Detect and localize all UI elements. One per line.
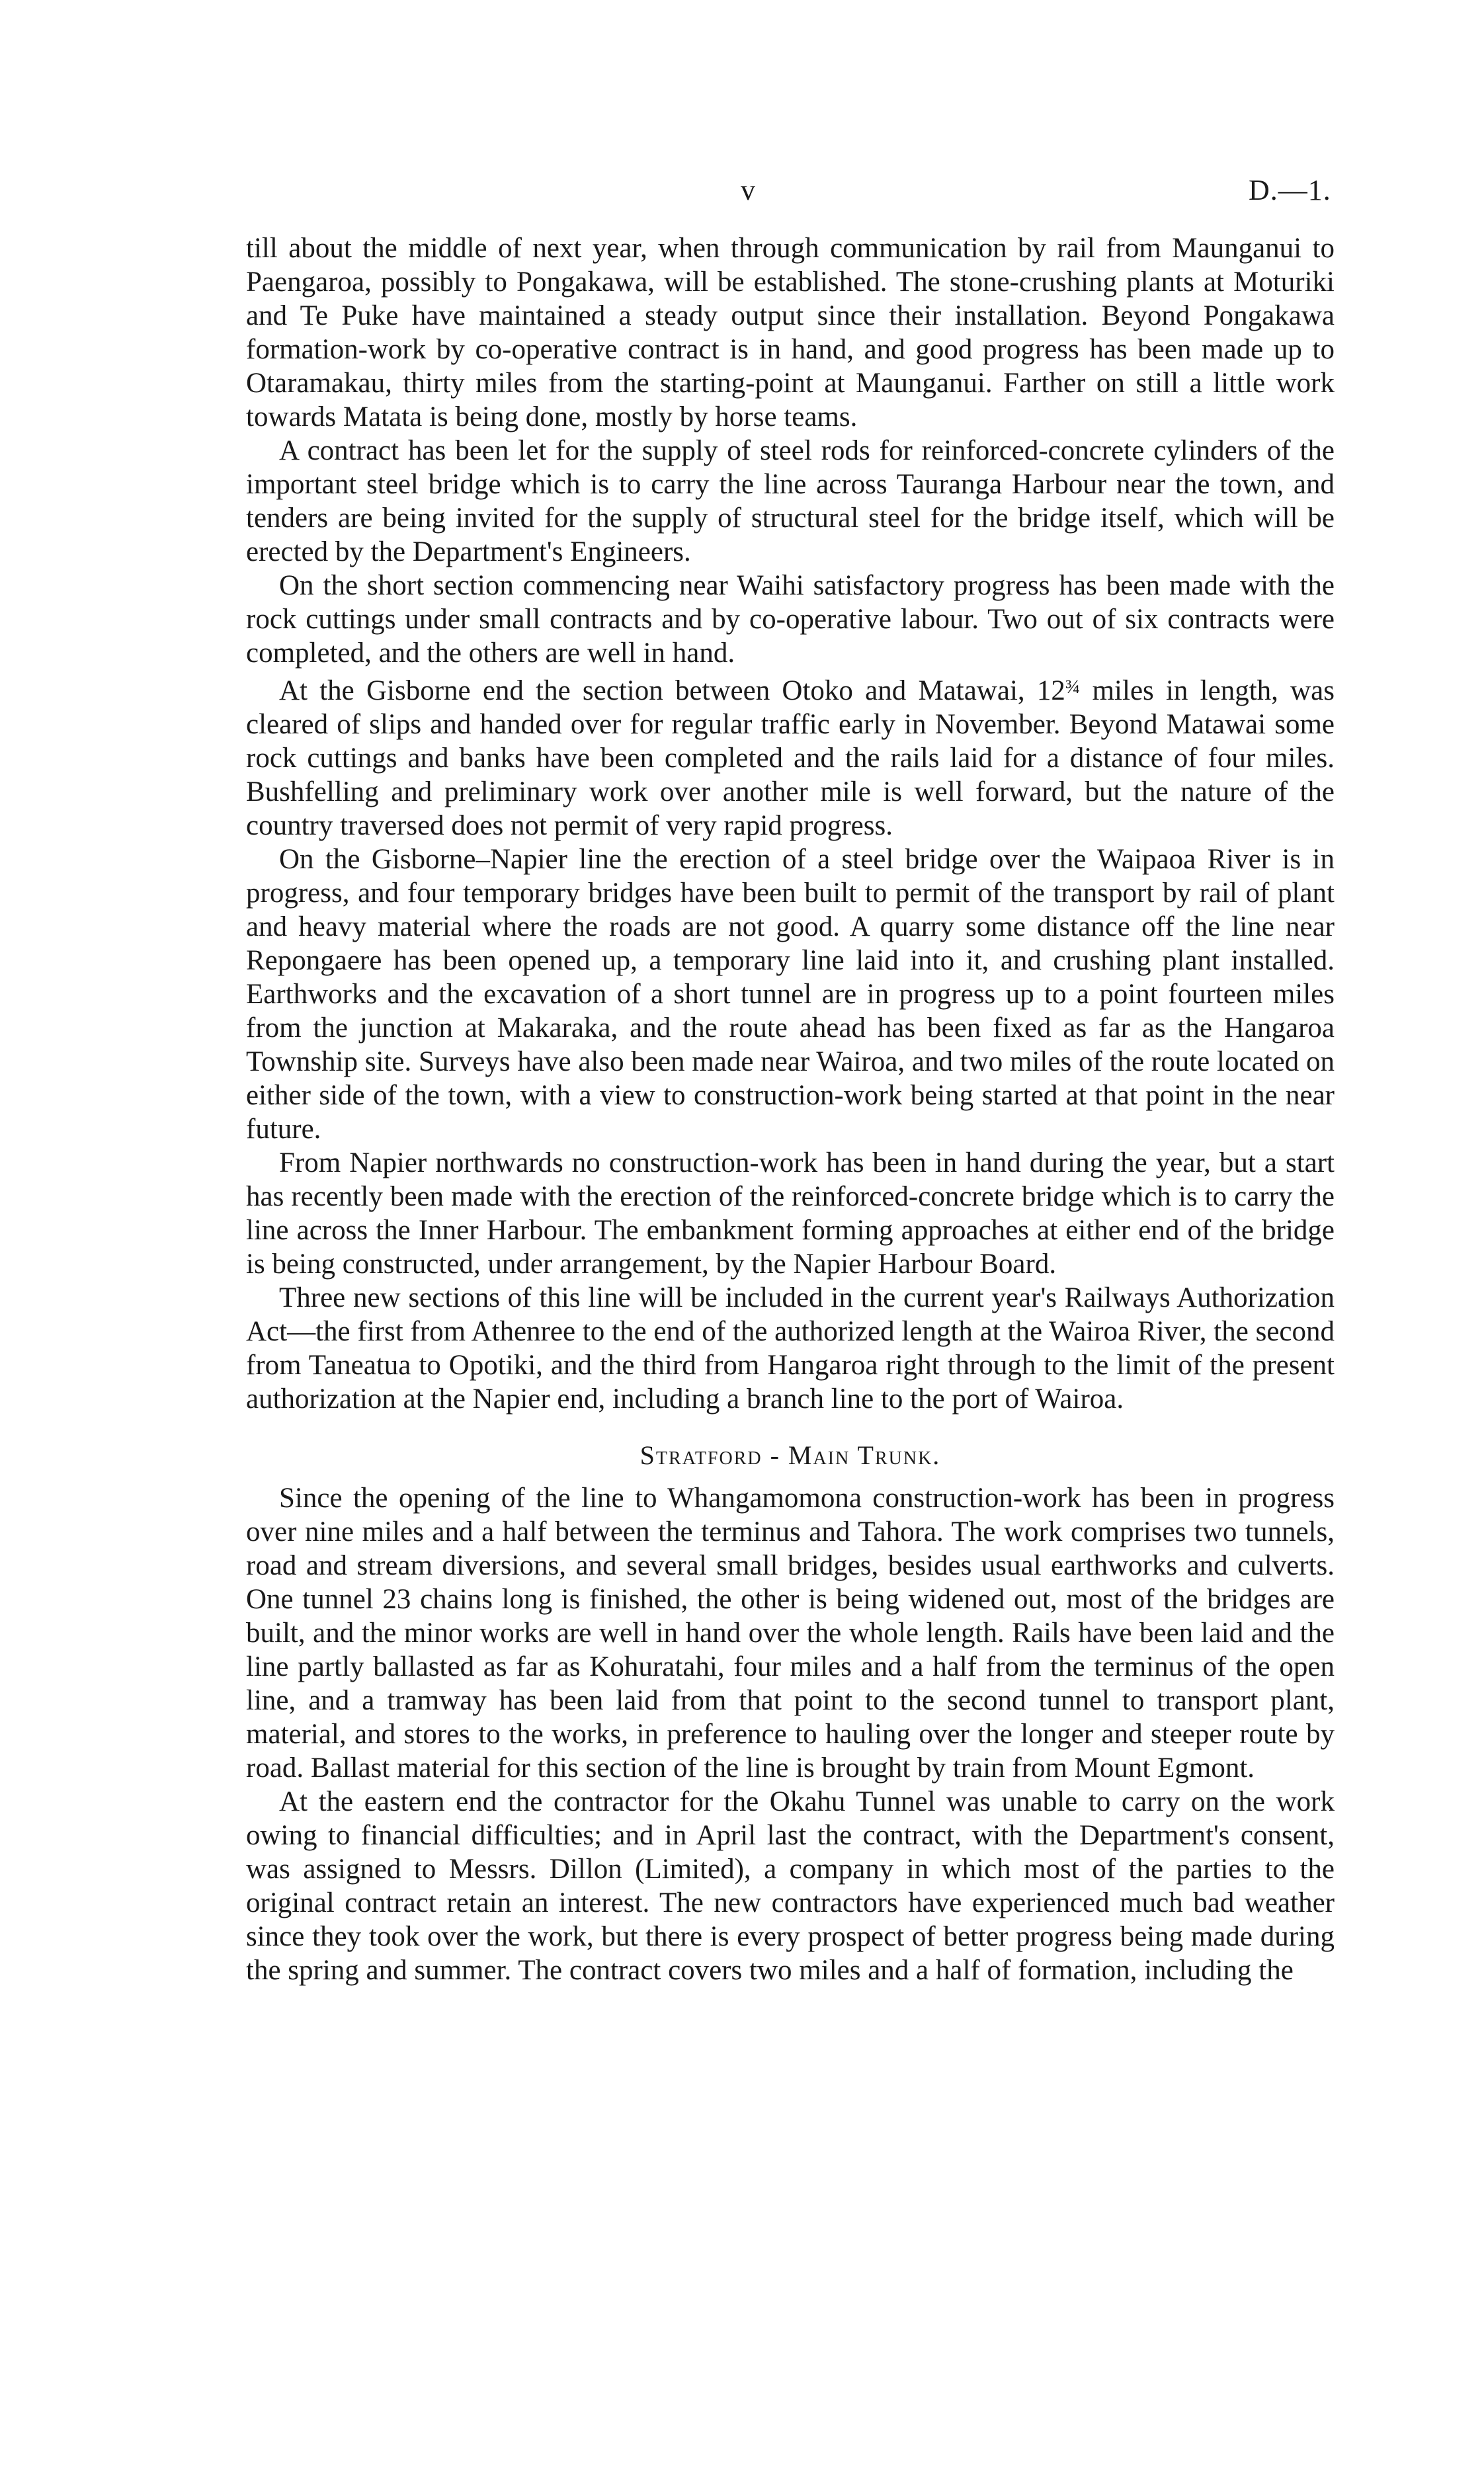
page-header <box>0 173 1484 213</box>
paragraph: On the Gisborne–Napier line the erection of a steel bridge over the Waipaoa River is in progress, and four temporary bridges have been built to permit of the transport by rail of plant and heavy material where the roads are not good. A quarry some distance off the line near Repongaere has been opened up, a temporary line laid into it, and crushing plant installed. Earthworks and the excavation of a short tunnel are in progress up to a point fourteen miles from the junction at Makaraka, and the route ahead has been fixed as far as the Hangaroa Township site. Surveys have also been made near Wairoa, and two miles of the route located on either side of the town, with a view to construction-work being started at that point in the near future. <box>246 844 1335 1145</box>
paragraph: Since the opening of the line to Whangamomona construction-work has been in progress over nine miles and a half between the terminus and Tahora. The work comprises two tunnels, road and stream diversions, and several small bridges, besides usual earthworks and culverts. One tunnel 23 chains long is finished, the other is being widened out, most of the bridges are built, and the minor works are well in hand over the whole length. Rails have been laid and the line partly ballasted as far as Kohuratahi, four miles and a half from the terminus of the open line, and a tramway has been laid from that point to the second tunnel to transport plant, material, and stores to the works, in preference to hauling over the longer and steeper route by road. Ballast material for this section of the line is brought by train from Mount Egmont. <box>246 1483 1335 1784</box>
text-run: At the Gisborne end the section between Otoko and Matawai, 12 <box>279 675 1065 706</box>
paragraph: At the eastern end the contractor for the Okahu Tunnel was unable to carry on the work owing to financial difficulties; and in April last the contract, with the Department's consent, was assigned to Messrs. Dillon (Limited), a company in which most of the parties to the original contract retain an interest. The new contractors have experienced much bad weather since they took over the work, but there is every prospect of better progress being made during the spring and summer. The contract covers two miles and a half of formation, including the <box>246 1786 1335 1986</box>
paragraph-gisborne <box>246 670 1335 843</box>
text-run: miles in length, was cleared of slips and handed over for regular traffic early in November. Beyond Matawai some rock cuttings and banks have been completed and the rails laid for a distance of four miles. Bushfelling and preliminary work over another mile is well forward, but the nature of the country traversed does not permit of very rapid progress. <box>246 675 1335 841</box>
body-text <box>246 231 1335 1987</box>
page-number: v <box>741 174 755 206</box>
paragraph: A contract has been let for the supply of steel rods for reinforced-concrete cylinders of the important steel bridge which is to carry the line across Tauranga Harbour near the town, and tenders are being invited for the supply of structural steel for the bridge itself, which will be erected by the Department's Engineers. <box>246 435 1335 567</box>
document-reference: D.—1. <box>1249 174 1331 206</box>
paragraph: Three new sections of this line will be included in the current year's Railways Authorization Act—the first from Athenree to the end of the authorized length at the Wairoa River, the second from Taneatua to Opotiki, and the third from Hangaroa right through to the limit of the present authorization at the Napier end, including a branch line to the port of Wairoa. <box>246 1282 1335 1415</box>
section-heading: Stratford - Main Trunk. <box>639 1440 941 1470</box>
paragraph: till about the middle of next year, when through communication by rail from Maunganui to Paengaroa, possibly to Pongakawa, will be established. The stone-crushing plants at Moturiki and Te Puke have maintained a steady output since their installation. Beyond Pongakawa formation-work by co-operative contract is in hand, and good progress has been made up to Otaramakau, thirty miles from the starting-point at Maunganui. Farther on still a little work towards Matata is being done, mostly by horse teams. <box>246 233 1335 432</box>
paragraph: From Napier northwards no construction-work has been in hand during the year, but a start has recently been made with the erection of the reinforced-concrete bridge which is to carry the line across the Inner Harbour. The embankment forming approaches at either end of the bridge is being constructed, under arrangement, by the Napier Harbour Board. <box>246 1147 1335 1280</box>
fraction: ¾ <box>1065 676 1081 698</box>
paragraph: On the short section commencing near Waihi satisfactory progress has been made with the rock cuttings under small contracts and by co-operative labour. Two out of six contracts were completed, and the others are well in hand. <box>246 570 1335 669</box>
